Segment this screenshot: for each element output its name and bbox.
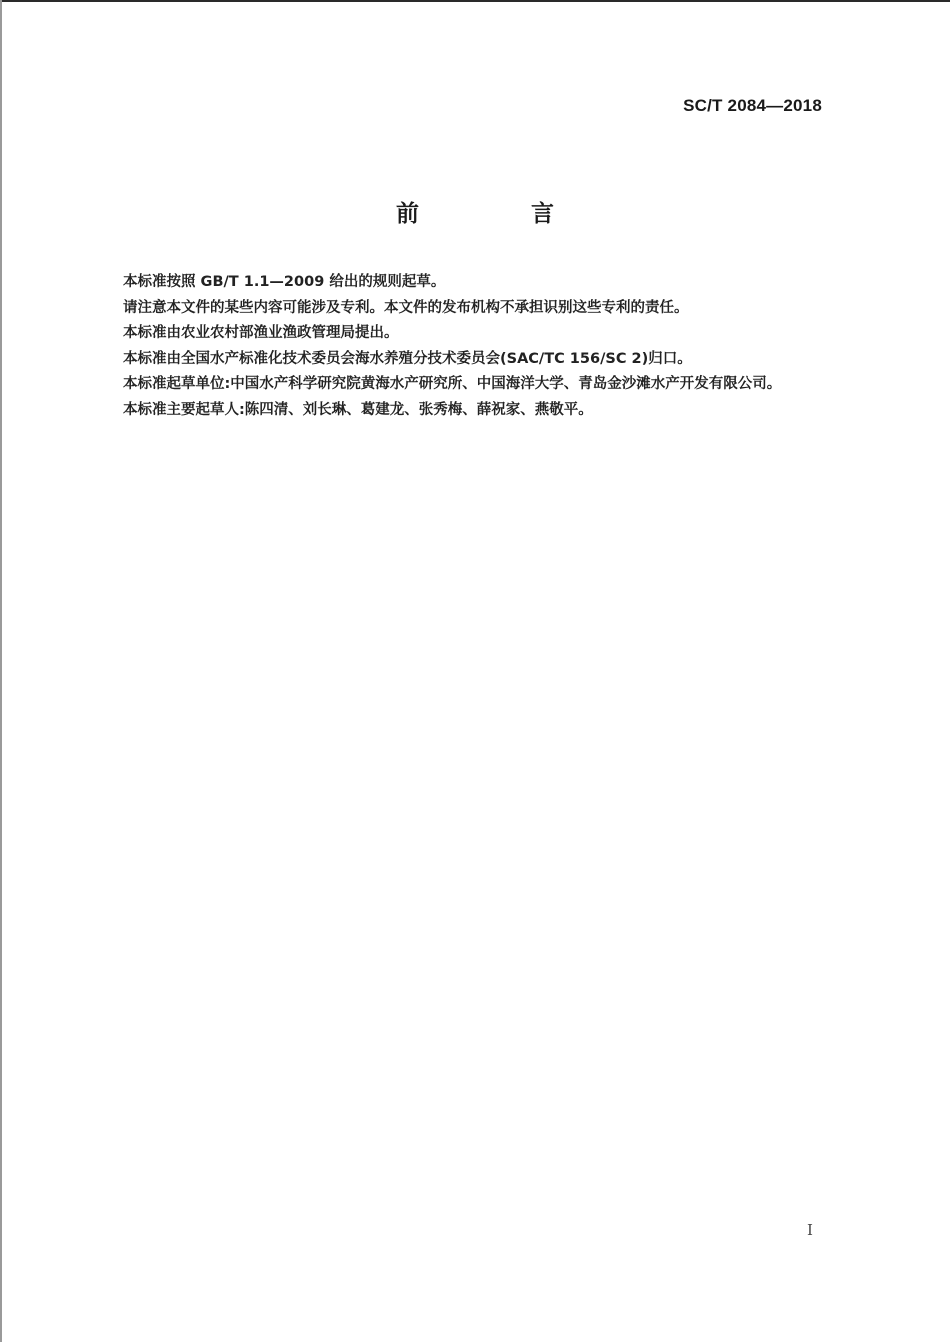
paragraph-patent-notice: 请注意本文件的某些内容可能涉及专利。本文件的发布机构不承担识别这些专利的责任。 <box>123 299 689 316</box>
page-number: I <box>807 1221 813 1239</box>
scan-top-edge <box>0 0 950 2</box>
page-title: 前 言 <box>395 201 606 227</box>
standard-code: SC/T 2084—2018 <box>683 96 822 115</box>
paragraph-drafting-units: 本标准起草单位:中国水产科学研究院黄海水产研究所、中国海洋大学、青岛金沙滩水产开发有限公司。 <box>123 376 782 392</box>
paragraph-proposed-by: 本标准由农业农村部渔业渔政管理局提出。 <box>123 325 399 341</box>
paragraph-drafting-rules: 本标准按照 GB/T 1.1—2009 给出的规则起草。 <box>123 274 446 290</box>
paragraph-main-drafters: 本标准主要起草人:陈四清、刘长琳、葛建龙、张秀梅、薛祝家、燕敬平。 <box>123 401 593 418</box>
foreword-body <box>92 270 828 423</box>
paragraph-under-jurisdiction: 本标准由全国水产标准化技术委员会海水养殖分技术委员会(SAC/TC 156/SC 2)归口。 <box>123 350 692 367</box>
